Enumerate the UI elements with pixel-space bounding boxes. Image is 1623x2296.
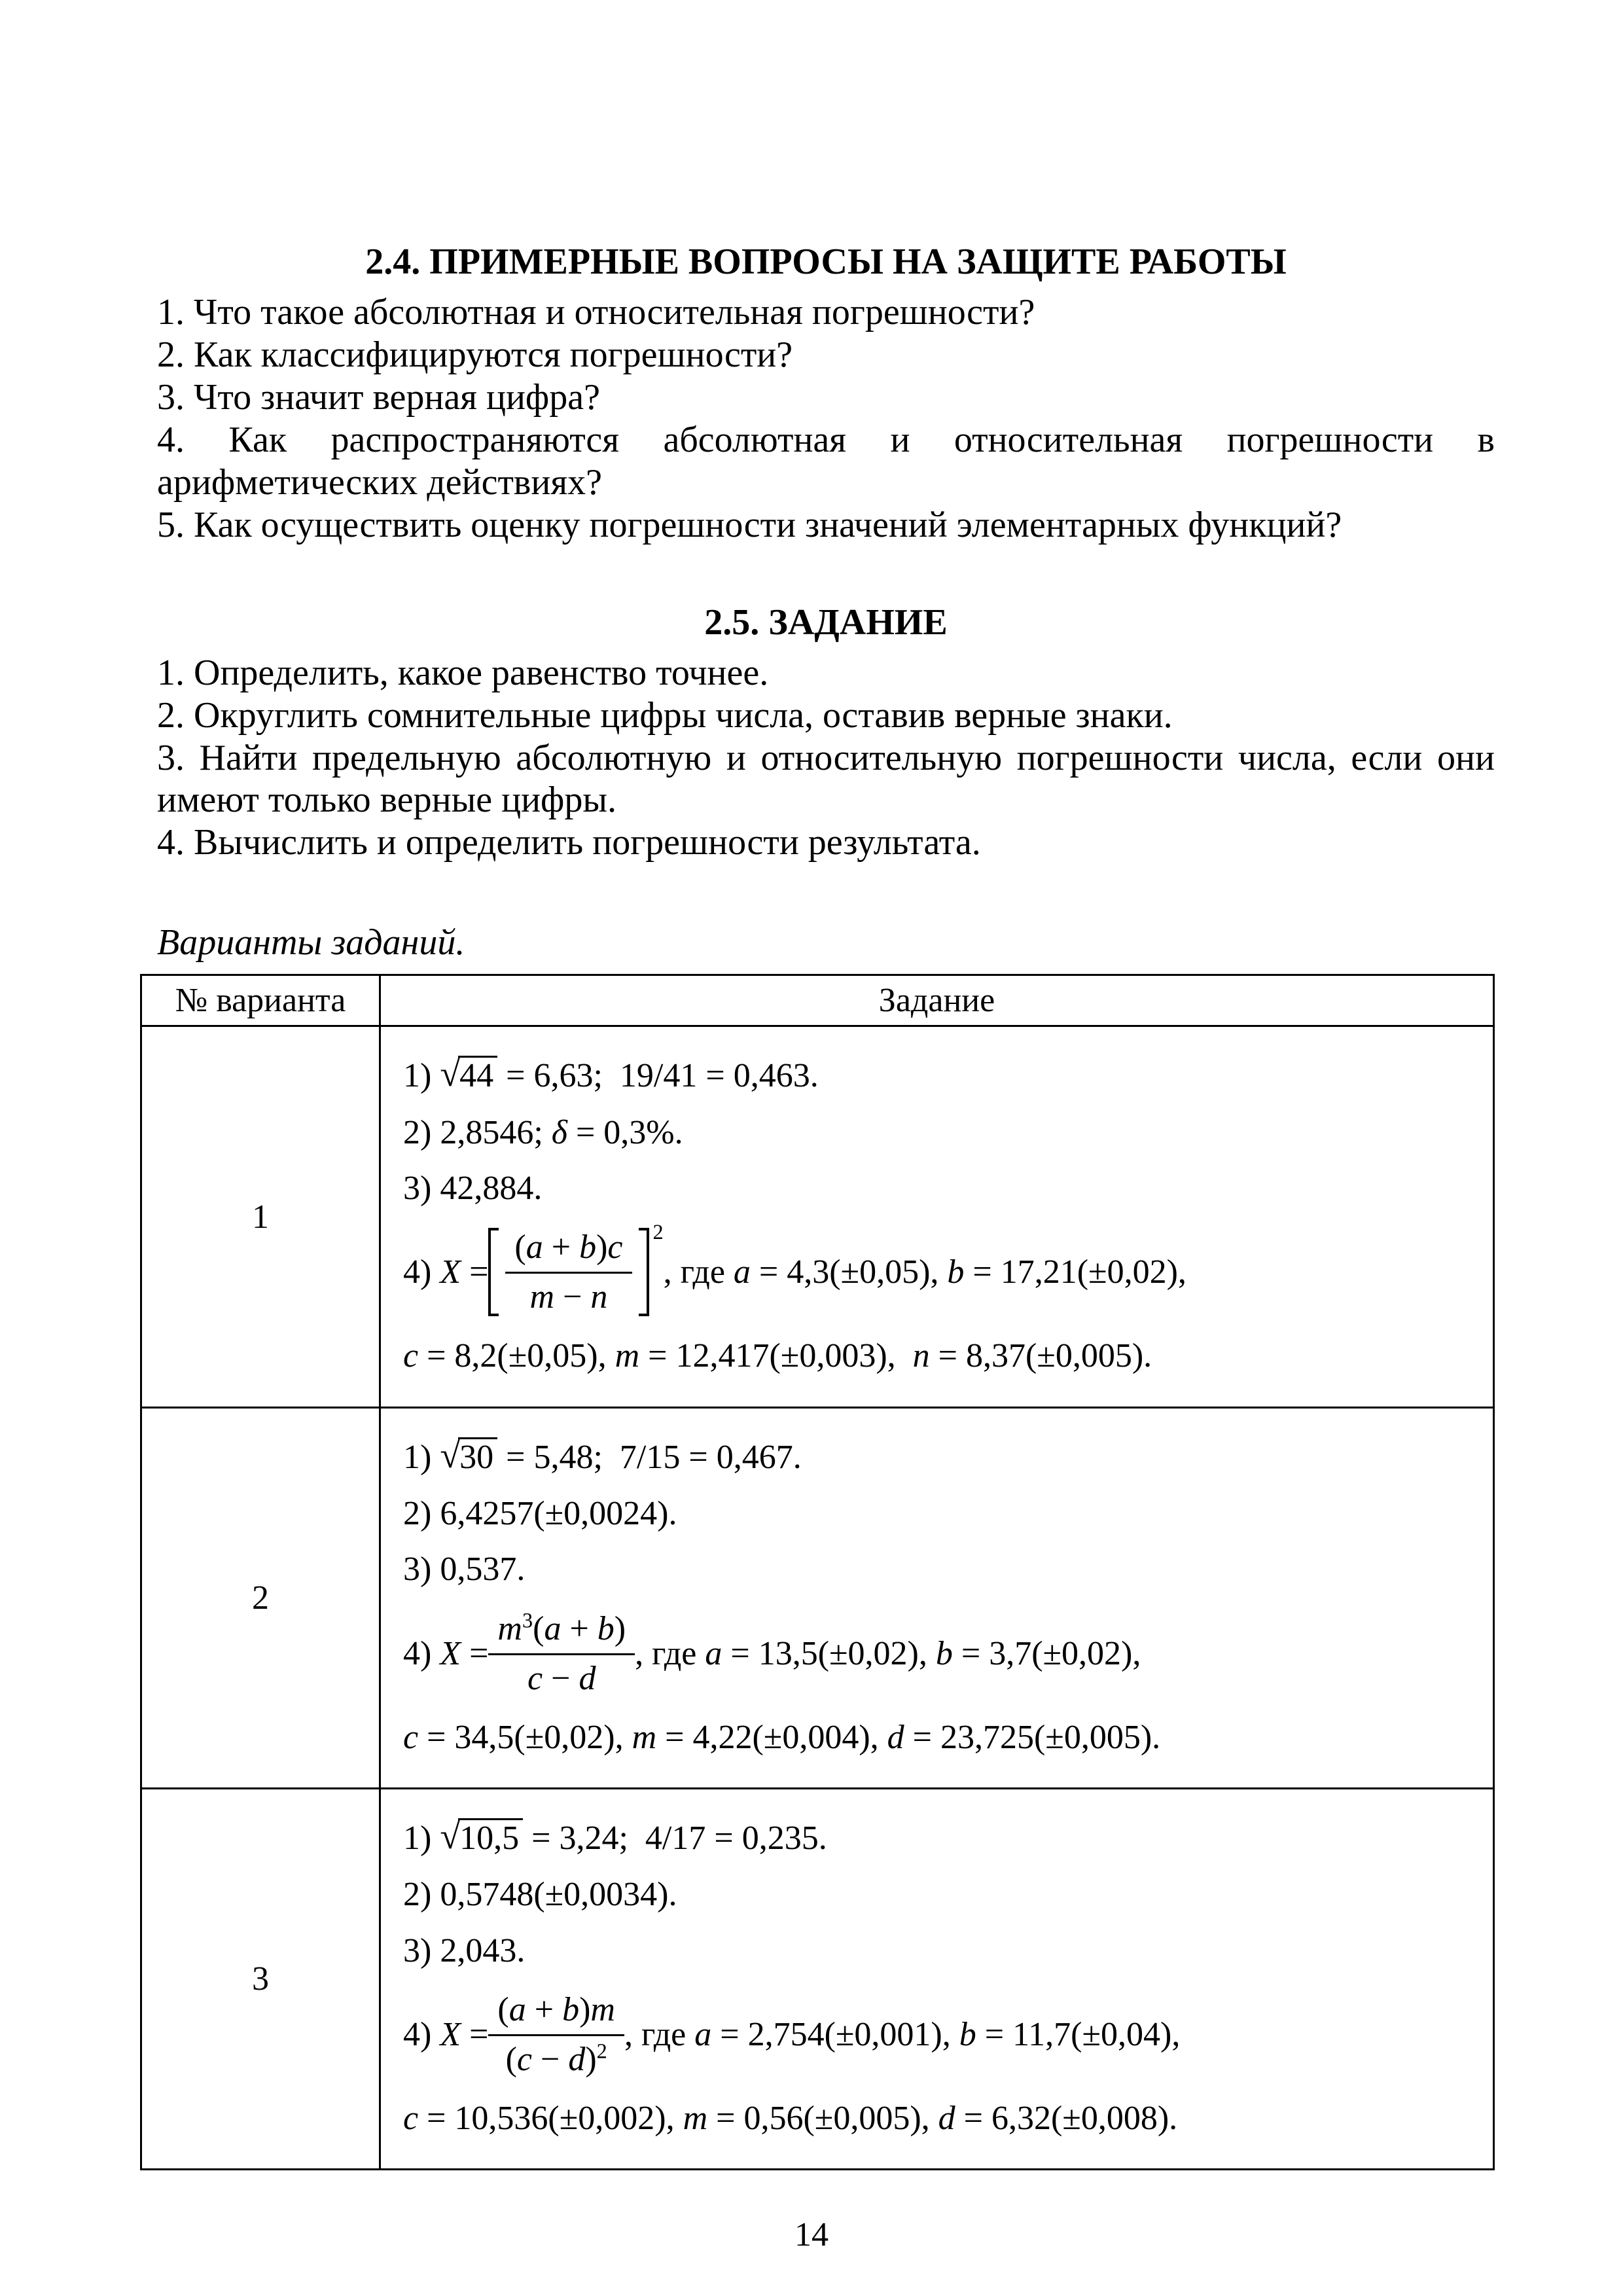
- fraction: [488, 1609, 635, 1698]
- task-item-1: 1. Определить, какое равенство точнее.: [157, 652, 769, 693]
- bracket-exponent: 2: [652, 1220, 664, 1244]
- task-line-number: 3) 0,537.: [403, 1551, 526, 1588]
- formula-where-clause: , где a = 13,5(±0,02), b = 3,7(±0,02),: [635, 1634, 1141, 1672]
- item-prefix: 1): [403, 1438, 440, 1476]
- item-prefix: 1): [403, 1057, 440, 1095]
- formula-prefix: 4) X =: [403, 1634, 489, 1672]
- task-line-continuation: c = 34,5(±0,02), m = 4,22(±0,004), d = 23,725(±0,005).: [403, 1718, 1161, 1756]
- task-line-number: 3) 42,884.: [403, 1170, 543, 1207]
- task-line-equalities: [403, 1435, 1477, 1478]
- task-line-rounding: 2) 2,8546; δ = 0,3%.: [403, 1113, 683, 1151]
- variant-task-cell: [380, 1026, 1494, 1407]
- formula-prefix: 4) X =: [403, 1253, 489, 1291]
- bracketed-fraction: [488, 1220, 664, 1316]
- task-line-formula: [403, 1609, 1477, 1698]
- variant-task-cell: [380, 1407, 1494, 1788]
- variant-number-cell: 1: [141, 1026, 380, 1407]
- sqrt-expression: [440, 1054, 497, 1095]
- fraction-denominator: m − n: [529, 1278, 608, 1316]
- right-bracket-icon: [639, 1228, 649, 1316]
- formula-where-clause: , где a = 4,3(±0,05), b = 17,21(±0,02),: [663, 1253, 1186, 1291]
- task-line-formula: [403, 1220, 1477, 1316]
- question-item-1: 1. Что такое абсолютная и относительная погрешности?: [157, 291, 1035, 332]
- page-number: 14: [794, 2216, 829, 2253]
- question-item-2: 2. Как классифицируются погрешности?: [157, 334, 793, 375]
- fraction-denominator: $(c - d)^2$: [505, 2039, 607, 2079]
- formula-where-clause: , где a = 2,754(±0,001), b = 11,7(±0,04),: [624, 2016, 1181, 2054]
- task-line-continuation: c = 8,2(±0,05), m = 12,417(±0,003), n = 8,37(±0,005).: [403, 1337, 1152, 1375]
- question-item-3: 3. Что значит верная цифра?: [157, 376, 600, 418]
- task-item-4: 4. Вычислить и определить погрешности результата.: [157, 822, 981, 863]
- task-line-equalities: [403, 1816, 1477, 1859]
- task-line-continuation: c = 10,536(±0,002), m = 0,56(±0,005), d = 6,32(±0,008).: [403, 2100, 1178, 2138]
- task-line-equalities: [403, 1053, 1477, 1096]
- fraction: [488, 1990, 624, 2079]
- question-item-5: 5. Как осуществить оценку погрешности значений элементарных функций?: [157, 504, 1342, 545]
- equalities-rest: = 5,48; 7/15 = 0,467.: [497, 1438, 802, 1476]
- formula-prefix: 4) X =: [403, 2016, 489, 2054]
- table-caption: Варианты заданий.: [157, 922, 465, 963]
- sqrt-expression: [440, 1435, 497, 1476]
- section-2-5-title: 2.5. ЗАДАНИЕ: [704, 601, 948, 643]
- equalities-rest: = 6,63; 19/41 = 0,463.: [497, 1057, 819, 1095]
- sqrt-expression: [440, 1816, 523, 1857]
- sqrt-radicand: 10,5: [458, 1818, 523, 1857]
- variant-row-3: [141, 1789, 1494, 2170]
- task-item-3: 3. Найти предельную абсолютную и относительную погрешности числа, если они имеют только верные цифры.: [157, 737, 1495, 821]
- task-line-rounding: 2) 0,5748(±0,0034).: [403, 1876, 677, 1914]
- task-line-formula: [403, 1990, 1477, 2079]
- variant-number-cell: 2: [141, 1407, 380, 1788]
- fraction-numerator: (a + b)m: [488, 1990, 624, 2036]
- variant-row-1: [141, 1026, 1494, 1407]
- fraction: [505, 1228, 632, 1316]
- task-line-number: 3) 2,043.: [403, 1931, 526, 1969]
- fraction-numerator: (a + b)c: [505, 1228, 632, 1274]
- header-task: Задание: [380, 975, 1494, 1026]
- sqrt-radicand: 30: [458, 1437, 497, 1476]
- radical-icon: √: [440, 1054, 461, 1095]
- item-prefix: 1): [403, 1820, 440, 1857]
- radical-icon: √: [440, 1435, 461, 1476]
- fraction-denominator: c − d: [527, 1659, 596, 1697]
- fraction-numerator: $m^3(a + b)$: [488, 1609, 635, 1655]
- variants-table: [140, 974, 1495, 2170]
- question-item-4: 4. Как распространяются абсолютная и относительная погрешности в арифметических действиях?: [157, 419, 1495, 503]
- left-bracket-icon: [488, 1228, 499, 1316]
- variant-task-cell: [380, 1789, 1494, 2170]
- section-2-4-title: 2.4. ПРИМЕРНЫЕ ВОПРОСЫ НА ЗАЩИТЕ РАБОТЫ: [365, 242, 1287, 282]
- sqrt-radicand: 44: [458, 1056, 497, 1094]
- equalities-rest: = 3,24; 4/17 = 0,235.: [523, 1820, 827, 1857]
- variant-number-cell: 3: [141, 1789, 380, 2170]
- header-variant-number: № варианта: [141, 975, 380, 1026]
- task-line-rounding: 2) 6,4257(±0,0024).: [403, 1494, 677, 1532]
- task-item-2: 2. Округлить сомнительные цифры числа, оставив верные знаки.: [157, 694, 1173, 736]
- variant-row-2: [141, 1407, 1494, 1788]
- table-header-row: [141, 975, 1494, 1026]
- radical-icon: √: [440, 1816, 461, 1857]
